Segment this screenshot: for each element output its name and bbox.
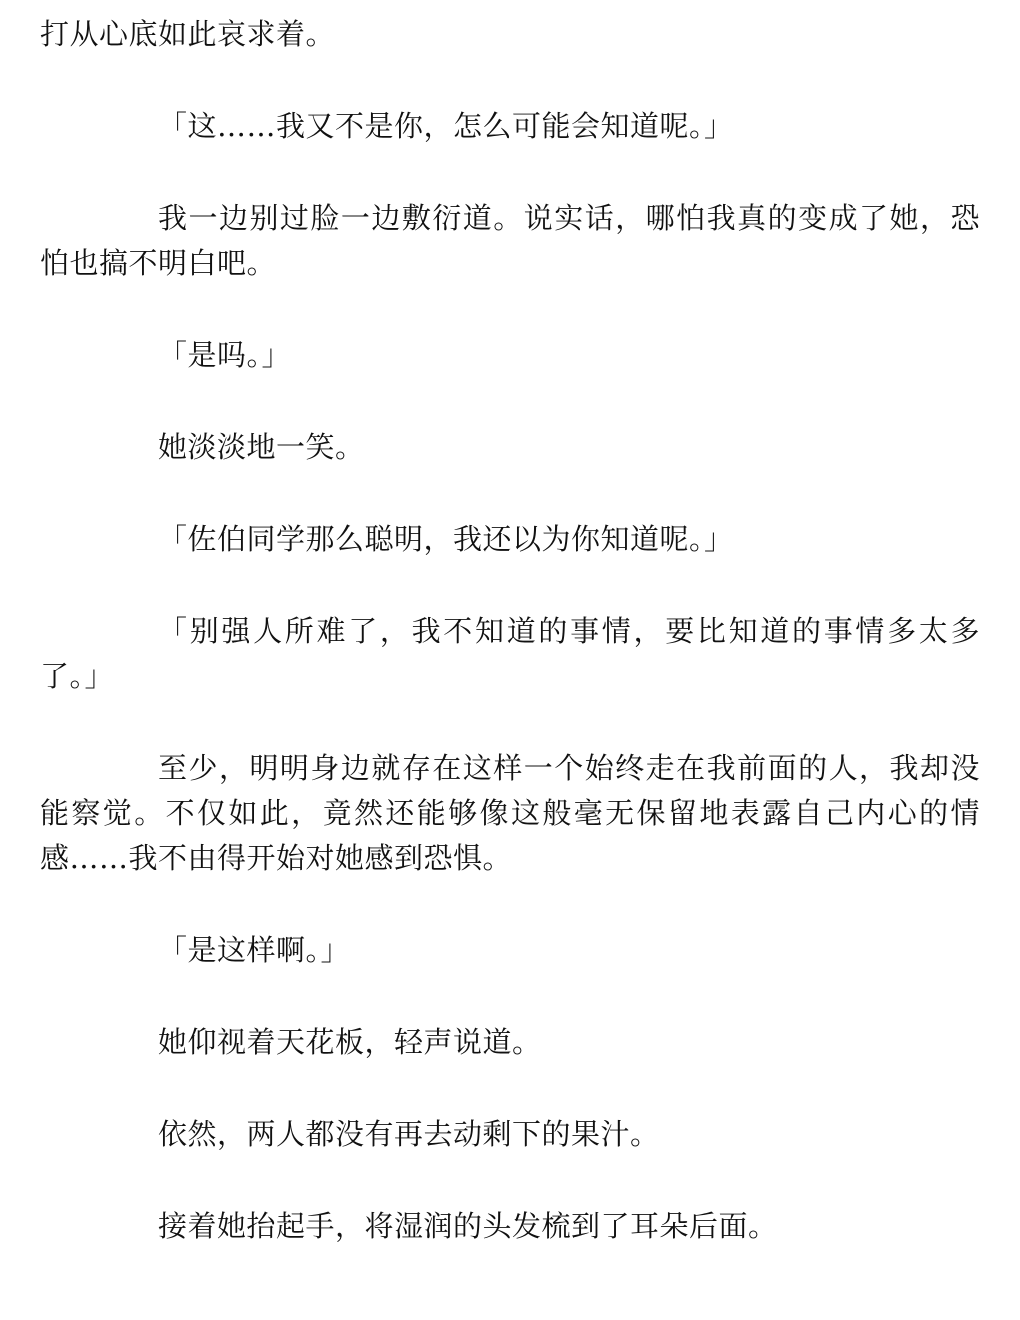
paragraph-10: 她仰视着天花板，轻声说道。	[158, 1025, 542, 1059]
paragraph-7-dialogue: 「别强人所难了，我不知道的事情，要比知道的事情多太多了。」	[40, 614, 980, 693]
paragraph-1: 打从心底如此哀求着。	[40, 17, 336, 51]
paragraph-4-dialogue: 「是吗。」	[158, 338, 292, 372]
paragraph-2-dialogue: 「这……我又不是你，怎么可能会知道呢。」	[158, 109, 734, 143]
paragraph-5: 她淡淡地一笑。	[158, 430, 365, 464]
paragraph-8: 至少，明明身边就存在这样一个始终走在我前面的人，我却没能察觉。不仅如此，竟然还能够像这般毫无保留地表露自己内心的情感……我不由得开始对她感到恐惧。	[40, 751, 980, 875]
paragraph-6-dialogue: 「佐伯同学那么聪明，我还以为你知道呢。」	[158, 522, 734, 556]
paragraph-11: 依然，两人都没有再去动剩下的果汁。	[158, 1117, 660, 1151]
document-page	[40, 12, 980, 1296]
paragraph-3: 我一边别过脸一边敷衍道。说实话，哪怕我真的变成了她，恐怕也搞不明白吧。	[40, 201, 980, 280]
paragraph-12: 接着她抬起手，将湿润的头发梳到了耳朵后面。	[158, 1209, 778, 1243]
paragraph-9-dialogue: 「是这样啊。」	[158, 933, 351, 967]
